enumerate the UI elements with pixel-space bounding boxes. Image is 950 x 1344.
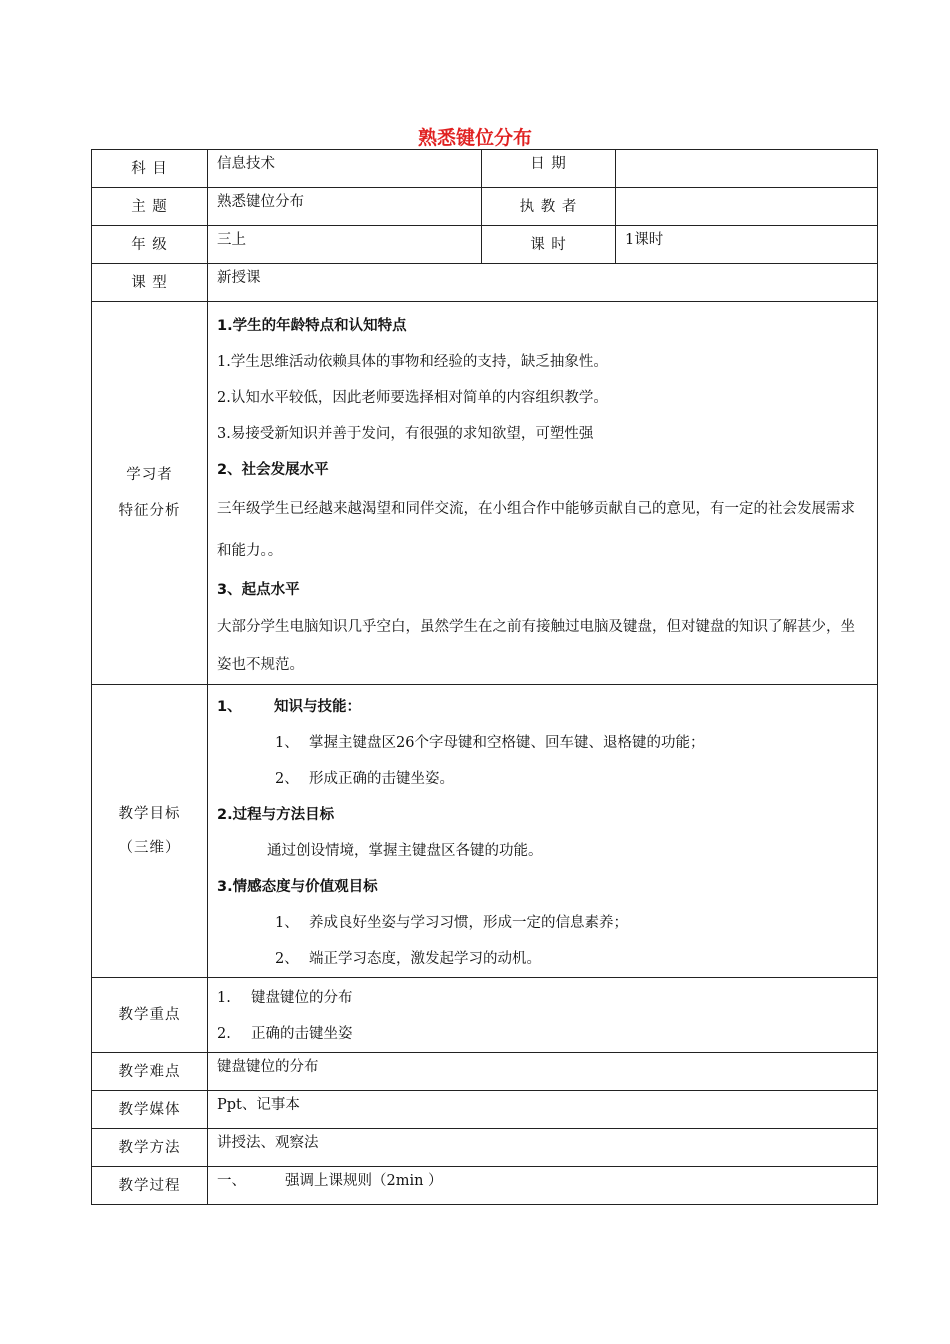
period-label: 课 时: [482, 226, 616, 264]
process-value: [208, 1167, 878, 1205]
learner-item-3: 3.易接受新知识并善于发问，有很强的求知欲望，可塑性强: [217, 426, 594, 442]
table-row-grade: [92, 226, 878, 264]
goal1-title: 知识与技能：: [274, 699, 361, 715]
table-row-process: [92, 1167, 878, 1205]
teacher-value: [616, 188, 878, 226]
key-point-2: [217, 1016, 868, 1052]
key-point-2-text: 正确的击键坐姿: [251, 1026, 353, 1042]
table-row-method: [92, 1129, 878, 1167]
lesson-plan-table: [91, 149, 878, 1205]
method-value: 讲授法、观察法: [208, 1129, 878, 1167]
table-row-lesson-type: [92, 264, 878, 302]
table-row-difficulty: [92, 1053, 878, 1091]
goal3-item-1-number: 1、: [275, 915, 299, 931]
teacher-label: 执 教 者: [482, 188, 616, 226]
learner-section1-title: 1.学生的年龄特点和认知特点: [217, 318, 407, 334]
difficulty-value: 键盘键位的分布: [208, 1053, 878, 1091]
date-value: [616, 150, 878, 188]
key-points-content: [208, 978, 878, 1053]
subject-value: 信息技术: [208, 150, 482, 188]
table-row-goals: [92, 685, 878, 978]
goal1-item-1: [217, 725, 868, 761]
table-row-key-points: [92, 978, 878, 1053]
lesson-type-value: 新授课: [208, 264, 878, 302]
goal1-heading: [217, 689, 868, 725]
key-points-label: 教学重点: [92, 978, 208, 1053]
difficulty-label: 教学难点: [92, 1053, 208, 1091]
goal1-item-2-number: 2、: [275, 771, 299, 787]
process-label: 教学过程: [92, 1167, 208, 1205]
period-value: 1课时: [616, 226, 878, 264]
goal1-item-1-text: 掌握主键盘区26个字母键和空格键、回车键、退格键的功能；: [309, 735, 705, 751]
learner-item-2: 2.认知水平较低，因此老师要选择相对简单的内容组织教学。: [217, 390, 608, 406]
grade-value: 三上: [208, 226, 482, 264]
key-point-1: [217, 980, 868, 1016]
topic-value: 熟悉键位分布: [208, 188, 482, 226]
goal3-item-2-text: 端正学习态度，激发起学习的动机。: [309, 951, 541, 967]
subject-label: 科 目: [92, 150, 208, 188]
goals-label: [92, 685, 208, 978]
topic-label: 主 题: [92, 188, 208, 226]
goals-label-line2: （三维）: [118, 840, 181, 856]
table-row-media: [92, 1091, 878, 1129]
learner-section3-title: 3、起点水平: [217, 582, 300, 598]
learner-content: [208, 302, 878, 685]
media-label: 教学媒体: [92, 1091, 208, 1129]
goal3-item-2: [217, 941, 868, 977]
learner-section2-text: 三年级学生已经越来越渴望和同伴交流，在小组合作中能够贡献自己的意见，有一定的社会发展需求和能力。。: [217, 501, 855, 559]
goal3-item-1: [217, 905, 868, 941]
goal1-number: 1、: [217, 699, 242, 715]
process-text: 强调上课规则（2min ）: [285, 1173, 443, 1189]
learner-section2-title: 2、社会发展水平: [217, 462, 329, 478]
learner-item-1: 1.学生思维活动依赖具体的事物和经验的支持，缺乏抽象性。: [217, 354, 608, 370]
lesson-type-label: 课 型: [92, 264, 208, 302]
learner-section3-text: 大部分学生电脑知识几乎空白，虽然学生在之前有接触过电脑及键盘，但对键盘的知识了解甚少，坐姿也不规范。: [217, 619, 855, 673]
grade-label: 年 级: [92, 226, 208, 264]
table-row-subject: [92, 150, 878, 188]
date-label: 日 期: [482, 150, 616, 188]
goals-label-line1: 教学目标: [118, 806, 181, 822]
learner-label-line1: 学习者: [126, 467, 173, 483]
goals-content: [208, 685, 878, 978]
key-point-1-number: 1.: [217, 990, 231, 1006]
process-number: 一、: [217, 1173, 246, 1189]
key-point-1-text: 键盘键位的分布: [251, 990, 353, 1006]
key-point-2-number: 2.: [217, 1026, 231, 1042]
goal3-title: 3.情感态度与价值观目标: [217, 879, 378, 895]
table-row-learner: [92, 302, 878, 685]
learner-label: [92, 302, 208, 685]
goal1-item-1-number: 1、: [275, 735, 299, 751]
goal3-item-1-text: 养成良好坐姿与学习习惯，形成一定的信息素养；: [309, 915, 628, 931]
learner-label-line2: 特征分析: [118, 503, 181, 519]
goal2-text: 通过创设情境，掌握主键盘区各键的功能。: [267, 843, 543, 859]
goal2-title: 2.过程与方法目标: [217, 807, 335, 823]
goal1-item-2-text: 形成正确的击键坐姿。: [309, 771, 454, 787]
document-title: 熟悉键位分布: [417, 127, 532, 149]
media-value: Ppt、记事本: [208, 1091, 878, 1129]
goal3-item-2-number: 2、: [275, 951, 299, 967]
method-label: 教学方法: [92, 1129, 208, 1167]
table-row-topic: [92, 188, 878, 226]
goal1-item-2: [217, 761, 868, 797]
